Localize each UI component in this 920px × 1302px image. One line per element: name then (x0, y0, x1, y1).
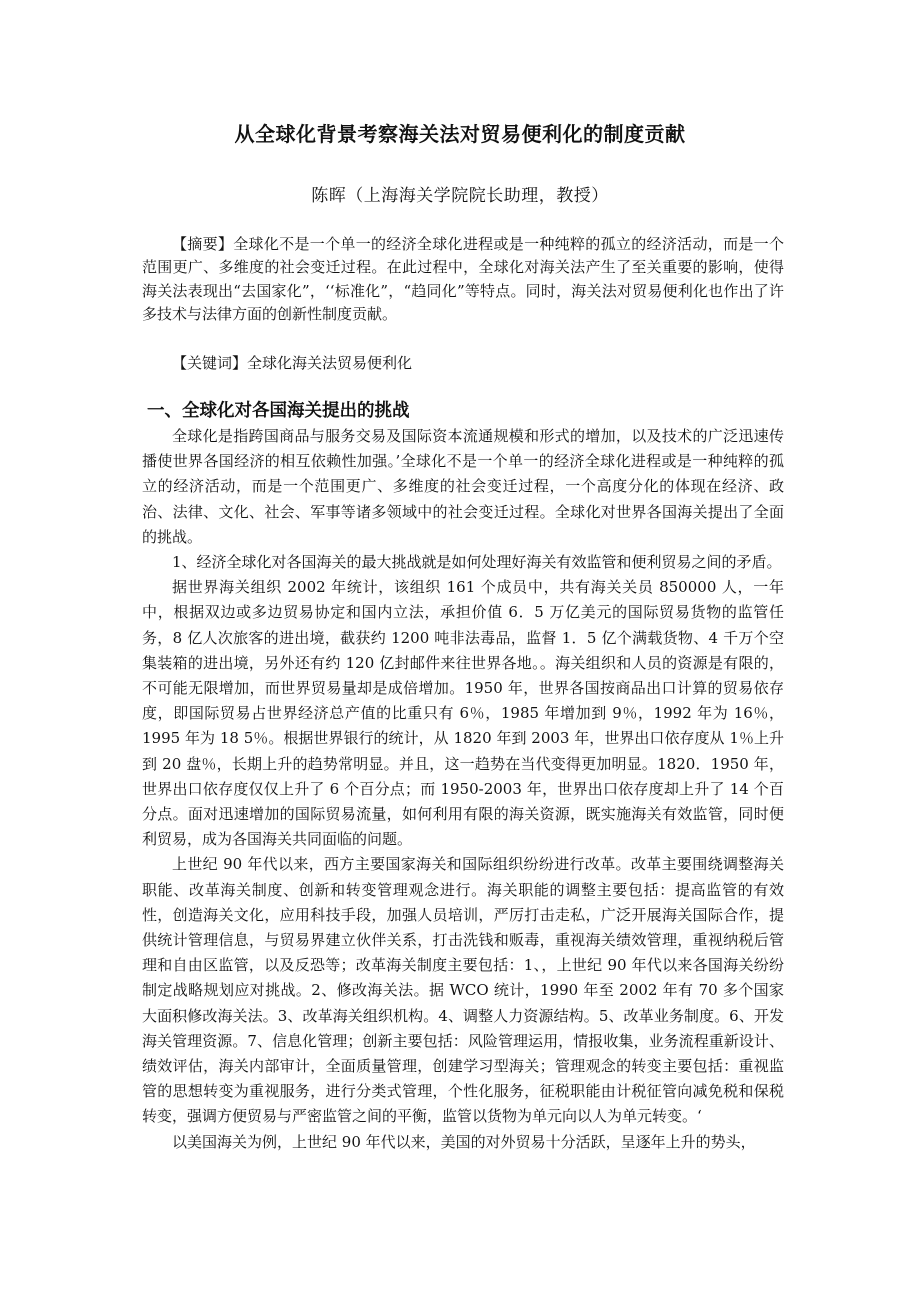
body-paragraph: 据世界海关组织 2002 年统计，该组织 161 个成员中，共有海关关员 850000 人，一年中，根据双边或多边贸易协定和国内立法，承担价值 6．5 万亿美元的国际贸易货物的监管任务，8 亿人次旅客的进出境，截获约 1200 吨非法毒品，监督 1．5 亿个满载货物、4 千万个空集装箱的进出境，另外还有约 120 亿封邮件来往世界各地。。海关组织和人员的资源是有限的，不可能无限增加，而世界贸易量却是成倍增加。1950 年，世界各国按商品出口计算的贸易依存度，即国际贸易占世界经济总产值的比重只有 6％，1985 年增加到 9％，1992 年为 16％，1995 年为 18 5％。根据世界银行的统计，从 1820 年到 2003 年，世界出口依存度从 1％上升到 20 盘％，长期上升的趋势常明显。并且，这一趋势在当代变得更加明显。1820．1950 年，世界出口依存度仅仅上升了 6 个百分点；而 1950-2003 年，世界出口依存度却上升了 14 个百分点。面对迅速增加的国际贸易流量，如何利用有限的海关资源，既实施海关有效监管，同时便利贸易，成为各国海关共同面临的问题。 (142, 578, 784, 849)
author-line: 陈晖（上海海关学院院长助理，教授） (311, 186, 609, 206)
body-paragraph: 上世纪 90 年代以来，西方主要国家海关和国际组织纷纷进行改革。改革主要围绕调整海关职能、改革海关制度、创新和转变管理观念进行。海关职能的调整主要包括：提高监管的有效性，创造海关文化，应用科技手段，加强人员培训，严厉打击走私，广泛开展海关国际合作，提供统计管理信息，与贸易界建立伙伴关系，打击洗钱和贩毒，重视海关绩效管理，重视纳税后管理和自由区监管，以及反恐等；改革海关制度主要包括：1、，上世纪 90 年代以来各国海关纷纷制定战略规划应对挑战。2、修改海关法。据 WCO 统计，1990 年至 2002 年有 70 多个国家大面积修改海关法。3、改革海关组织机构。4、调整人力资源结构。5、改革业务制度。6、开发海关管理资源。7、信息化管理；创新主要包括：风险管理运用，情报收集，业务流程重新设计、绩效评估，海关内部审计，全面质量管理，创建学习型海关；管理观念的转变主要包括：重视监管的思想转变为重视服务，进行分类式管理，个性化服务，征税职能由计税征管向减免税和保税转变，强调方便贸易与严密监管之间的平衡，监管以货物为单元向以人为单元转变。‘ (142, 855, 784, 1126)
body-paragraph: 全球化是指跨国商品与服务交易及国际资本流通规模和形式的增加，以及技术的广泛迅速传播使世界各国经济的相互依赖性加强。’全球化不是一个单一的经济全球化进程或是一种纯粹的孤立的经济活动，而是一个范围更广、多维度的社会变迁过程，一个高度分化的体现在经济、政治、法律、文化、社会、军事等诸多领域中的社会变迁过程。全球化对世界各国海关提出了全面的挑战。 (142, 427, 784, 546)
section-heading: 一、全球化对各国海关提出的挑战 (147, 401, 410, 421)
body-paragraph: 1、经济全球化对各国海关的最大挑战就是如何处理好海关有效监管和便利贸易之间的矛盾。 (172, 553, 782, 572)
keywords-line: 【关键词】全球化海关法贸易便利化 (172, 354, 413, 372)
abstract-paragraph: 【摘要】全球化不是一个单一的经济全球化进程或是一种纯粹的孤立的经济活动，而是一个范围更广、多维度的社会变迁过程。在此过程中，全球化对海关法产生了至关重要的影响，使得海关法表现出“去国家化”，‘‘标准化”，“趋同化”等特点。同时，海关法对贸易便利化也作出了许多技术与法律方面的创新性制度贡献。 (142, 235, 784, 324)
section-body (142, 424, 784, 1155)
page-title: 从全球化背景考察海关法对贸易便利化的制度贡献 (234, 122, 686, 146)
body-paragraph: 以美国海关为例，上世纪 90 年代以来，美国的对外贸易十分活跃，呈逐年上升的势头， (172, 1132, 756, 1151)
